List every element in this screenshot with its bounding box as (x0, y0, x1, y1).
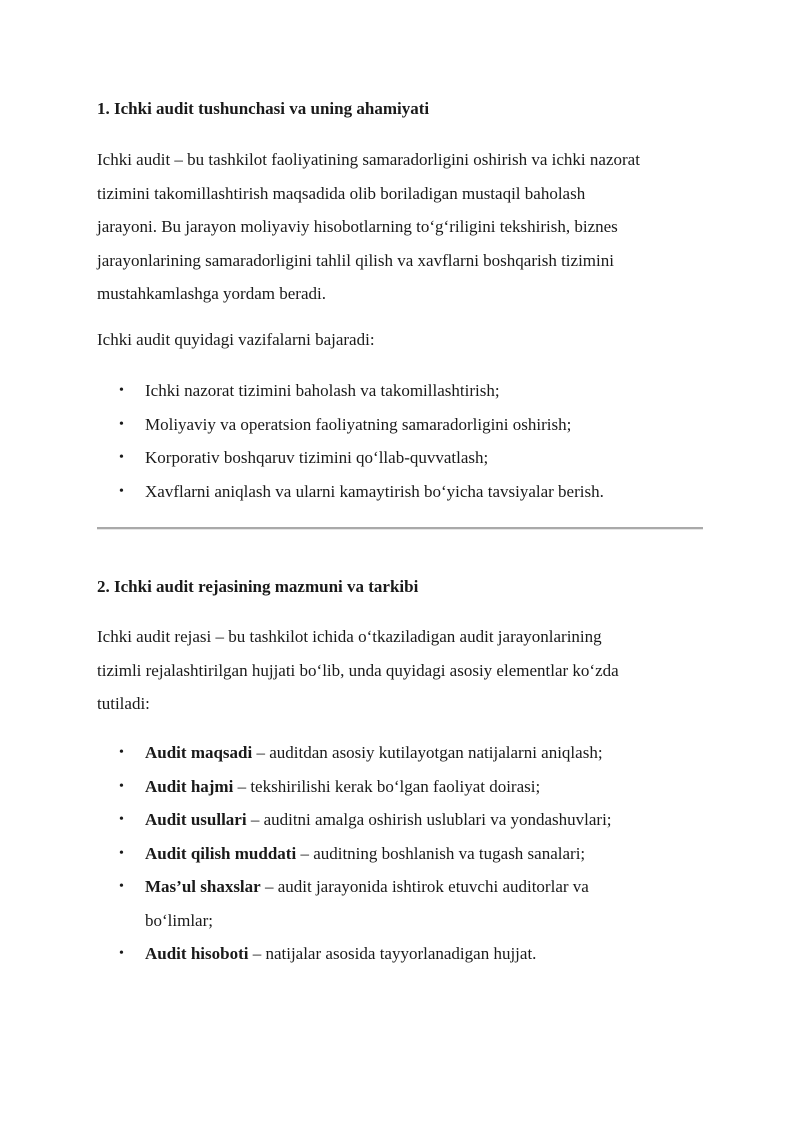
list-item-desc: – audit jarayonida ishtirok etuvchi auditorlar va (260, 877, 589, 896)
list-item-text: Moliyaviy va operatsion faoliyatning samaradorligini oshirish; (145, 414, 572, 434)
list-item (97, 870, 612, 937)
bullet-icon: • (119, 450, 124, 465)
horizontal-divider (97, 527, 703, 530)
list-item-term: Audit qilish muddati (145, 843, 297, 863)
bullet-icon: • (119, 812, 124, 827)
bullet-icon: • (119, 845, 124, 861)
section-2-heading: 2. Ichki audit rejasining mazmuni va tarkibi (97, 577, 419, 596)
list-item (97, 475, 604, 509)
paragraph-line: jarayoni. Bu jarayon moliyaviy hisobotlarning to‘g‘riligini tekshirish, biznes (97, 217, 618, 236)
section-1-paragraph (97, 143, 707, 311)
list-item-term: Audit usullari (145, 810, 247, 829)
list-item-desc: – natijalar asosida tayyorlanadigan hujjat. (248, 944, 537, 963)
list-item-term: Audit hajmi (145, 776, 234, 796)
bullet-icon: • (119, 879, 124, 894)
list-item-desc: – auditdan asosiy kutilayotgan natijalarni aniqlash; (252, 743, 603, 762)
paragraph-line: tizimli rejalashtirilgan hujjati bo‘lib, unda quyidagi asosiy elementlar ko‘zda (97, 660, 619, 680)
list-item-text: Ichki nazorat tizimini baholash va takomillashtirish; (145, 381, 500, 400)
paragraph-line: tizimini takomillashtirish maqsadida olib boriladigan mustaqil baholash (97, 183, 586, 203)
list-item-text: Xavflarni aniqlash va ularni kamaytirish bo‘yicha tavsiyalar berish. (145, 481, 604, 501)
list-item-term: Audit hisoboti (145, 944, 249, 963)
section-1-task-list (97, 374, 604, 508)
list-item-desc: – tekshirilishi kerak bo‘lgan faoliyat doirasi; (233, 776, 541, 796)
intro-text: Ichki audit quyidagi vazifalarni bajaradi: (97, 330, 375, 349)
list-item (97, 937, 612, 971)
section-2-element-list (97, 736, 612, 971)
section-1-intro (97, 323, 707, 357)
bullet-icon: • (119, 416, 124, 432)
bullet-icon: • (119, 745, 124, 760)
list-item (97, 770, 612, 804)
bullet-icon: • (119, 483, 124, 499)
list-item-text: Korporativ boshqaruv tizimini qo‘llab-quvvatlash; (145, 448, 489, 467)
paragraph-line: tutiladi: (97, 694, 150, 713)
list-item-continuation: bo‘limlar; (145, 910, 213, 930)
bullet-icon: • (119, 383, 124, 398)
bullet-icon: • (119, 946, 124, 961)
section-2-paragraph (97, 620, 707, 721)
paragraph-line: Ichki audit rejasi – bu tashkilot ichida o‘tkaziladigan audit jarayonlarining (97, 627, 602, 646)
list-item (97, 803, 612, 837)
section-1-heading: 1. Ichki audit tushunchasi va uning ahamiyati (97, 99, 430, 118)
list-item-term: Audit maqsadi (145, 743, 253, 762)
list-item (97, 736, 612, 770)
list-item-desc: – auditni amalga oshirish uslublari va yondashuvlari; (246, 810, 612, 829)
bullet-icon: • (119, 778, 124, 794)
list-item (97, 441, 604, 475)
list-item (97, 374, 604, 408)
list-item-term: Mas’ul shaxslar (145, 877, 261, 896)
list-item-desc: – auditning boshlanish va tugash sanalari; (296, 843, 586, 863)
list-item (97, 408, 604, 442)
paragraph-line: Ichki audit – bu tashkilot faoliyatining samaradorligini oshirish va ichki nazorat (97, 150, 640, 169)
list-item (97, 837, 612, 871)
paragraph-line: mustahkamlashga yordam beradi. (97, 284, 326, 303)
paragraph-line: jarayonlarining samaradorligini tahlil qilish va xavflarni boshqarish tizimini (97, 250, 614, 270)
